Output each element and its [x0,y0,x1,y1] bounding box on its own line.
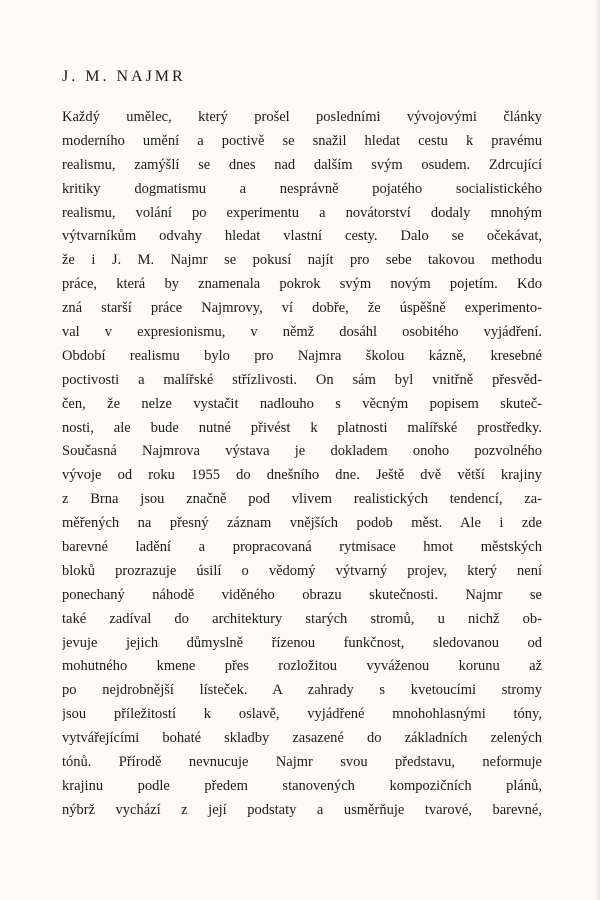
text-line: poctivosti a malířské střízlivosti. On sám byl vnitřně přesvěd- [62,371,542,388]
text-line: val v expresionismu, v němž dosáhl osobitého vyjádření. [62,324,542,341]
text-line: vývoje od roku 1955 do dnešního dne. Ještě dvě větší krajiny [62,467,542,484]
text-line: realismu, volání po experimentu a novátorství dodaly mnohým [62,204,542,221]
text-line: bloků prozrazuje úsilí o vědomý výtvarný projev, který není [62,562,542,579]
text-line: kritiky dogmatismu a nesprávně pojatého socialistického [62,180,542,197]
page-edge-shadow [594,0,600,900]
text-line: Současná Najmrova výstava je dokladem onoho pozvolného [62,443,542,460]
text-line: moderního umění a poctivě se snažil hledat cestu k pravému [62,132,542,149]
text-line: Období realismu bylo pro Najmra školou kázně, kresebné [62,347,542,364]
text-line: jsou příležitostí k oslavě, vyjádřené mnohohlasnými tóny, [62,706,542,723]
body-text [62,106,542,823]
text-line: Každý umělec, který prošel posledními vývojovými články [62,109,542,125]
text-line: z Brna jsou značně pod vlivem realistických tendencí, za- [62,491,542,508]
text-line: čen, že nelze vystačit nadlouho s věcným popisem skuteč- [62,395,542,412]
text-line: po nejdrobnější lísteček. A zahrady s kvetoucími stromy [62,682,542,699]
text-line: vytvářejícími bohaté skladby zasazené do základních zelených [62,730,542,747]
text-line: jevuje jejich důmyslně řízenou funkčnost, sledovanou od [62,634,542,651]
text-line: zná starší práce Najmrovy, ví dobře, že úspěšně experimento- [62,300,542,317]
text-line: nýbrž vychází z její podstaty a usměrňuje tvarové, barevné, [62,801,542,818]
text-line: nosti, ale bude nutné přivést k platnosti malířské prostředky. [62,419,542,436]
text-line: práce, která by znamenala pokrok svým novým pojetím. Kdo [62,276,542,293]
text-line: krajinu podle předem stanovených kompozičních plánů, [62,777,542,794]
text-line: realismu, zamýšlí se dnes nad dalším svým osudem. Zdrcující [62,156,542,173]
text-line: mohutného kmene přes rozložitou vyváženou korunu až [62,658,542,675]
page-title: J. M. NAJMR [62,68,186,85]
text-line: ponechaný náhodě viděného obrazu skutečnosti. Najmr se [62,586,542,603]
text-line: barevné ladění a propracovaná rytmisace hmot městských [62,539,542,556]
text-line: také zadíval do architektury starých stromů, u nichž ob- [62,610,542,627]
text-line: že i J. M. Najmr se pokusí najít pro sebe takovou methodu [62,252,542,269]
text-line: tónů. Přírodě nevnucuje Najmr svou představu, neformuje [62,754,542,771]
text-line: výtvarníkům odvahy hledat vlastní cesty. Dalo se očekávat, [62,228,542,245]
text-line: měřených na přesný záznam vnějších podob měst. Ale i zde [62,515,542,532]
